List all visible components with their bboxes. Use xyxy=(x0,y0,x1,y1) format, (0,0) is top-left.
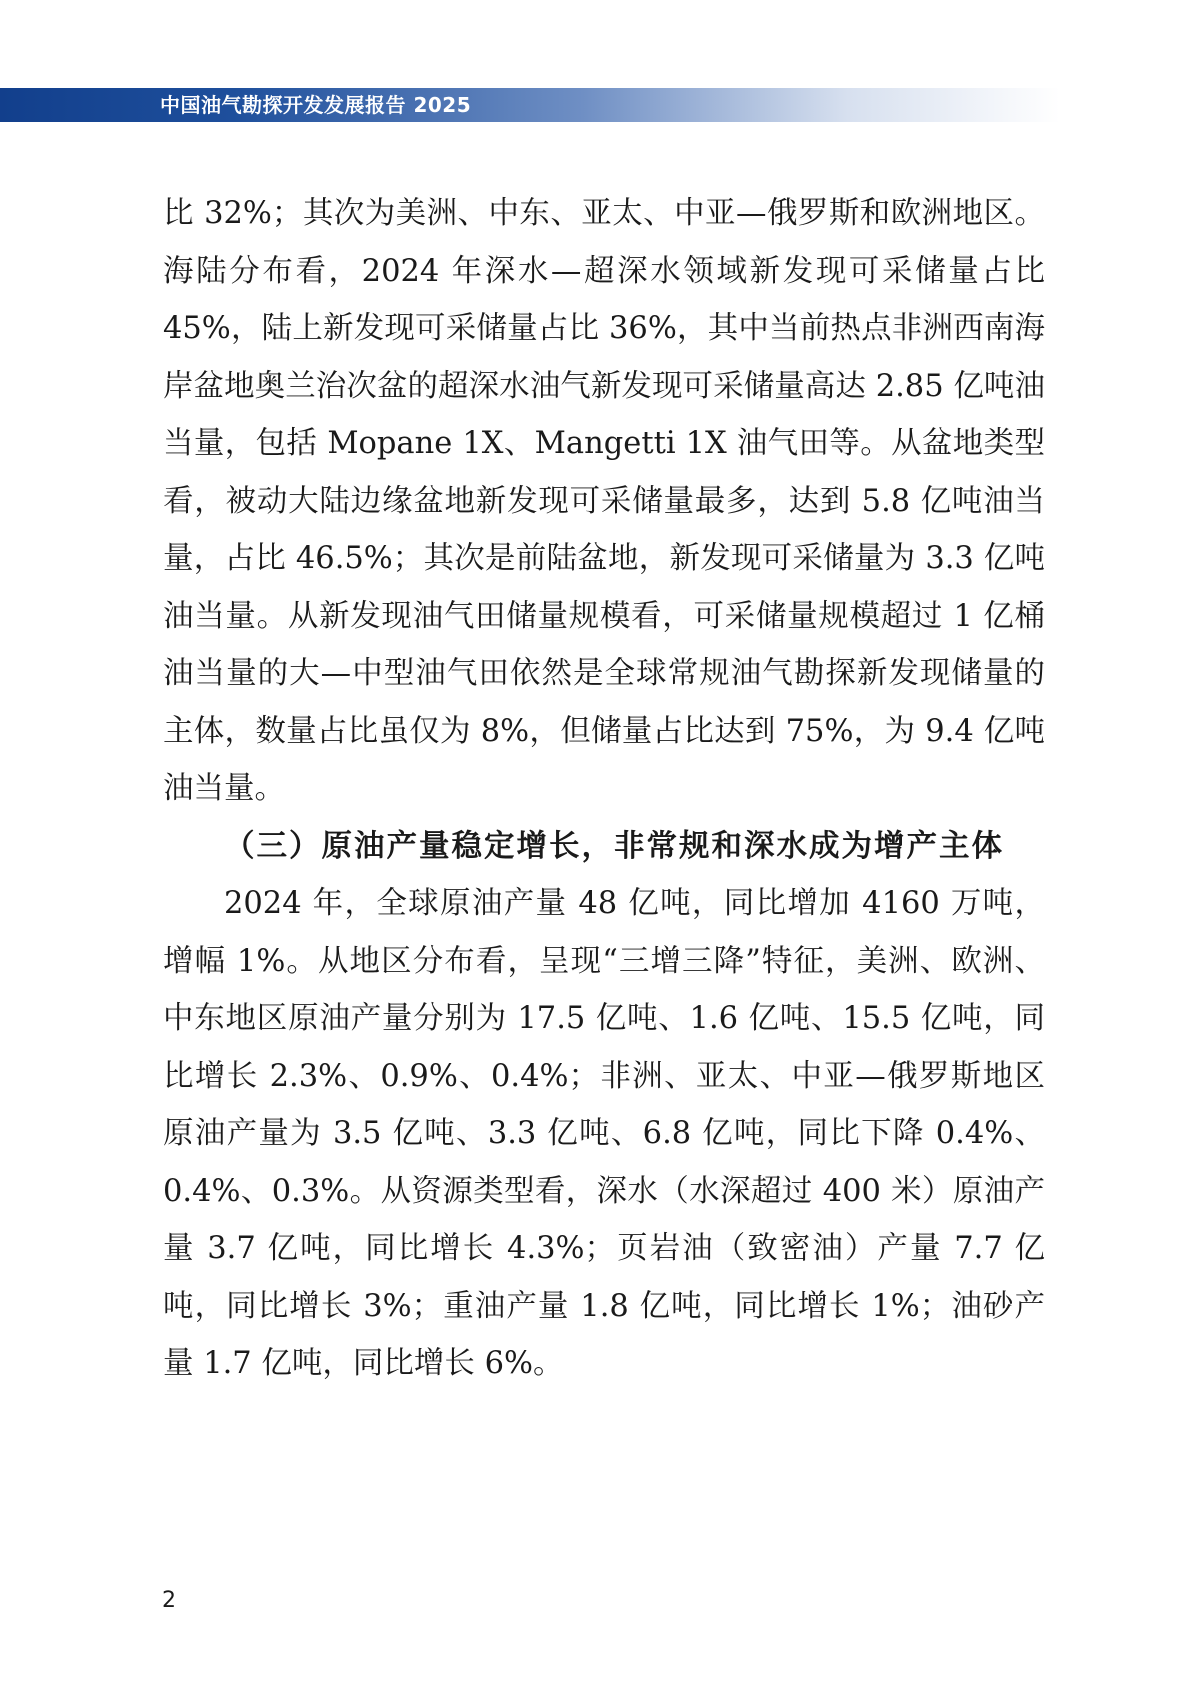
body-paragraph-crude-output: 2024 年，全球原油产量 48 亿吨，同比增加 4160 万吨，增幅 1%。从地区分布看，呈现“三增三降”特征，美洲、欧洲、中东地区原油产量分别为 17.5 亿吨、1.6 亿吨、15.5 亿吨，同比增长 2.3%、0.9%、0.4%；非洲、亚太、中亚—俄罗斯地区原油产量为 3.5 亿吨、3.3 亿吨、6.8 亿吨，同比下降 0.4%、0.4%、0.3%。从资源类型看，深水（水深超过 400 米）原油产量 3.7 亿吨，同比增长 4.3%；页岩油（致密油）产量 7.7 亿吨，同比增长 3%；重油产量 1.8 亿吨，同比增长 1%；油砂产量 1.7 亿吨，同比增长 6%。 xyxy=(163,886,1045,1381)
section-heading: （三）原油产量稳定增长，非常规和深水成为增产主体 xyxy=(224,828,1004,864)
body-paragraph-continued: 比 32%；其次为美洲、中东、亚太、中亚—俄罗斯和欧洲地区。海陆分布看，2024 年深水—超深水领域新发现可采储量占比 45%，陆上新发现可采储量占比 36%，其中当前热点非洲西南海岸盆地奥兰治次盆的超深水油气新发现可采储量高达 2.85 亿吨油当量，包括 Mopane 1X、Mangetti 1X 油气田等。从盆地类型看，被动大陆边缘盆地新发现可采储量最多，达到 5.8 亿吨油当量，占比 46.5%；其次是前陆盆地，新发现可采储量为 3.3 亿吨油当量。从新发现油气田储量规模看，可采储量规模超过 1 亿桶油当量的大—中型油气田依然是全球常规油气勘探新发现储量的主体，数量占比虽仅为 8%，但储量占比达到 75%，为 9.4 亿吨油当量。 xyxy=(163,196,1045,806)
page-number: 2 xyxy=(162,1588,176,1613)
running-header-band xyxy=(0,88,1060,122)
running-header-title: 中国油气勘探开发发展报告 2025 xyxy=(160,93,472,117)
page-body xyxy=(163,185,1045,1393)
